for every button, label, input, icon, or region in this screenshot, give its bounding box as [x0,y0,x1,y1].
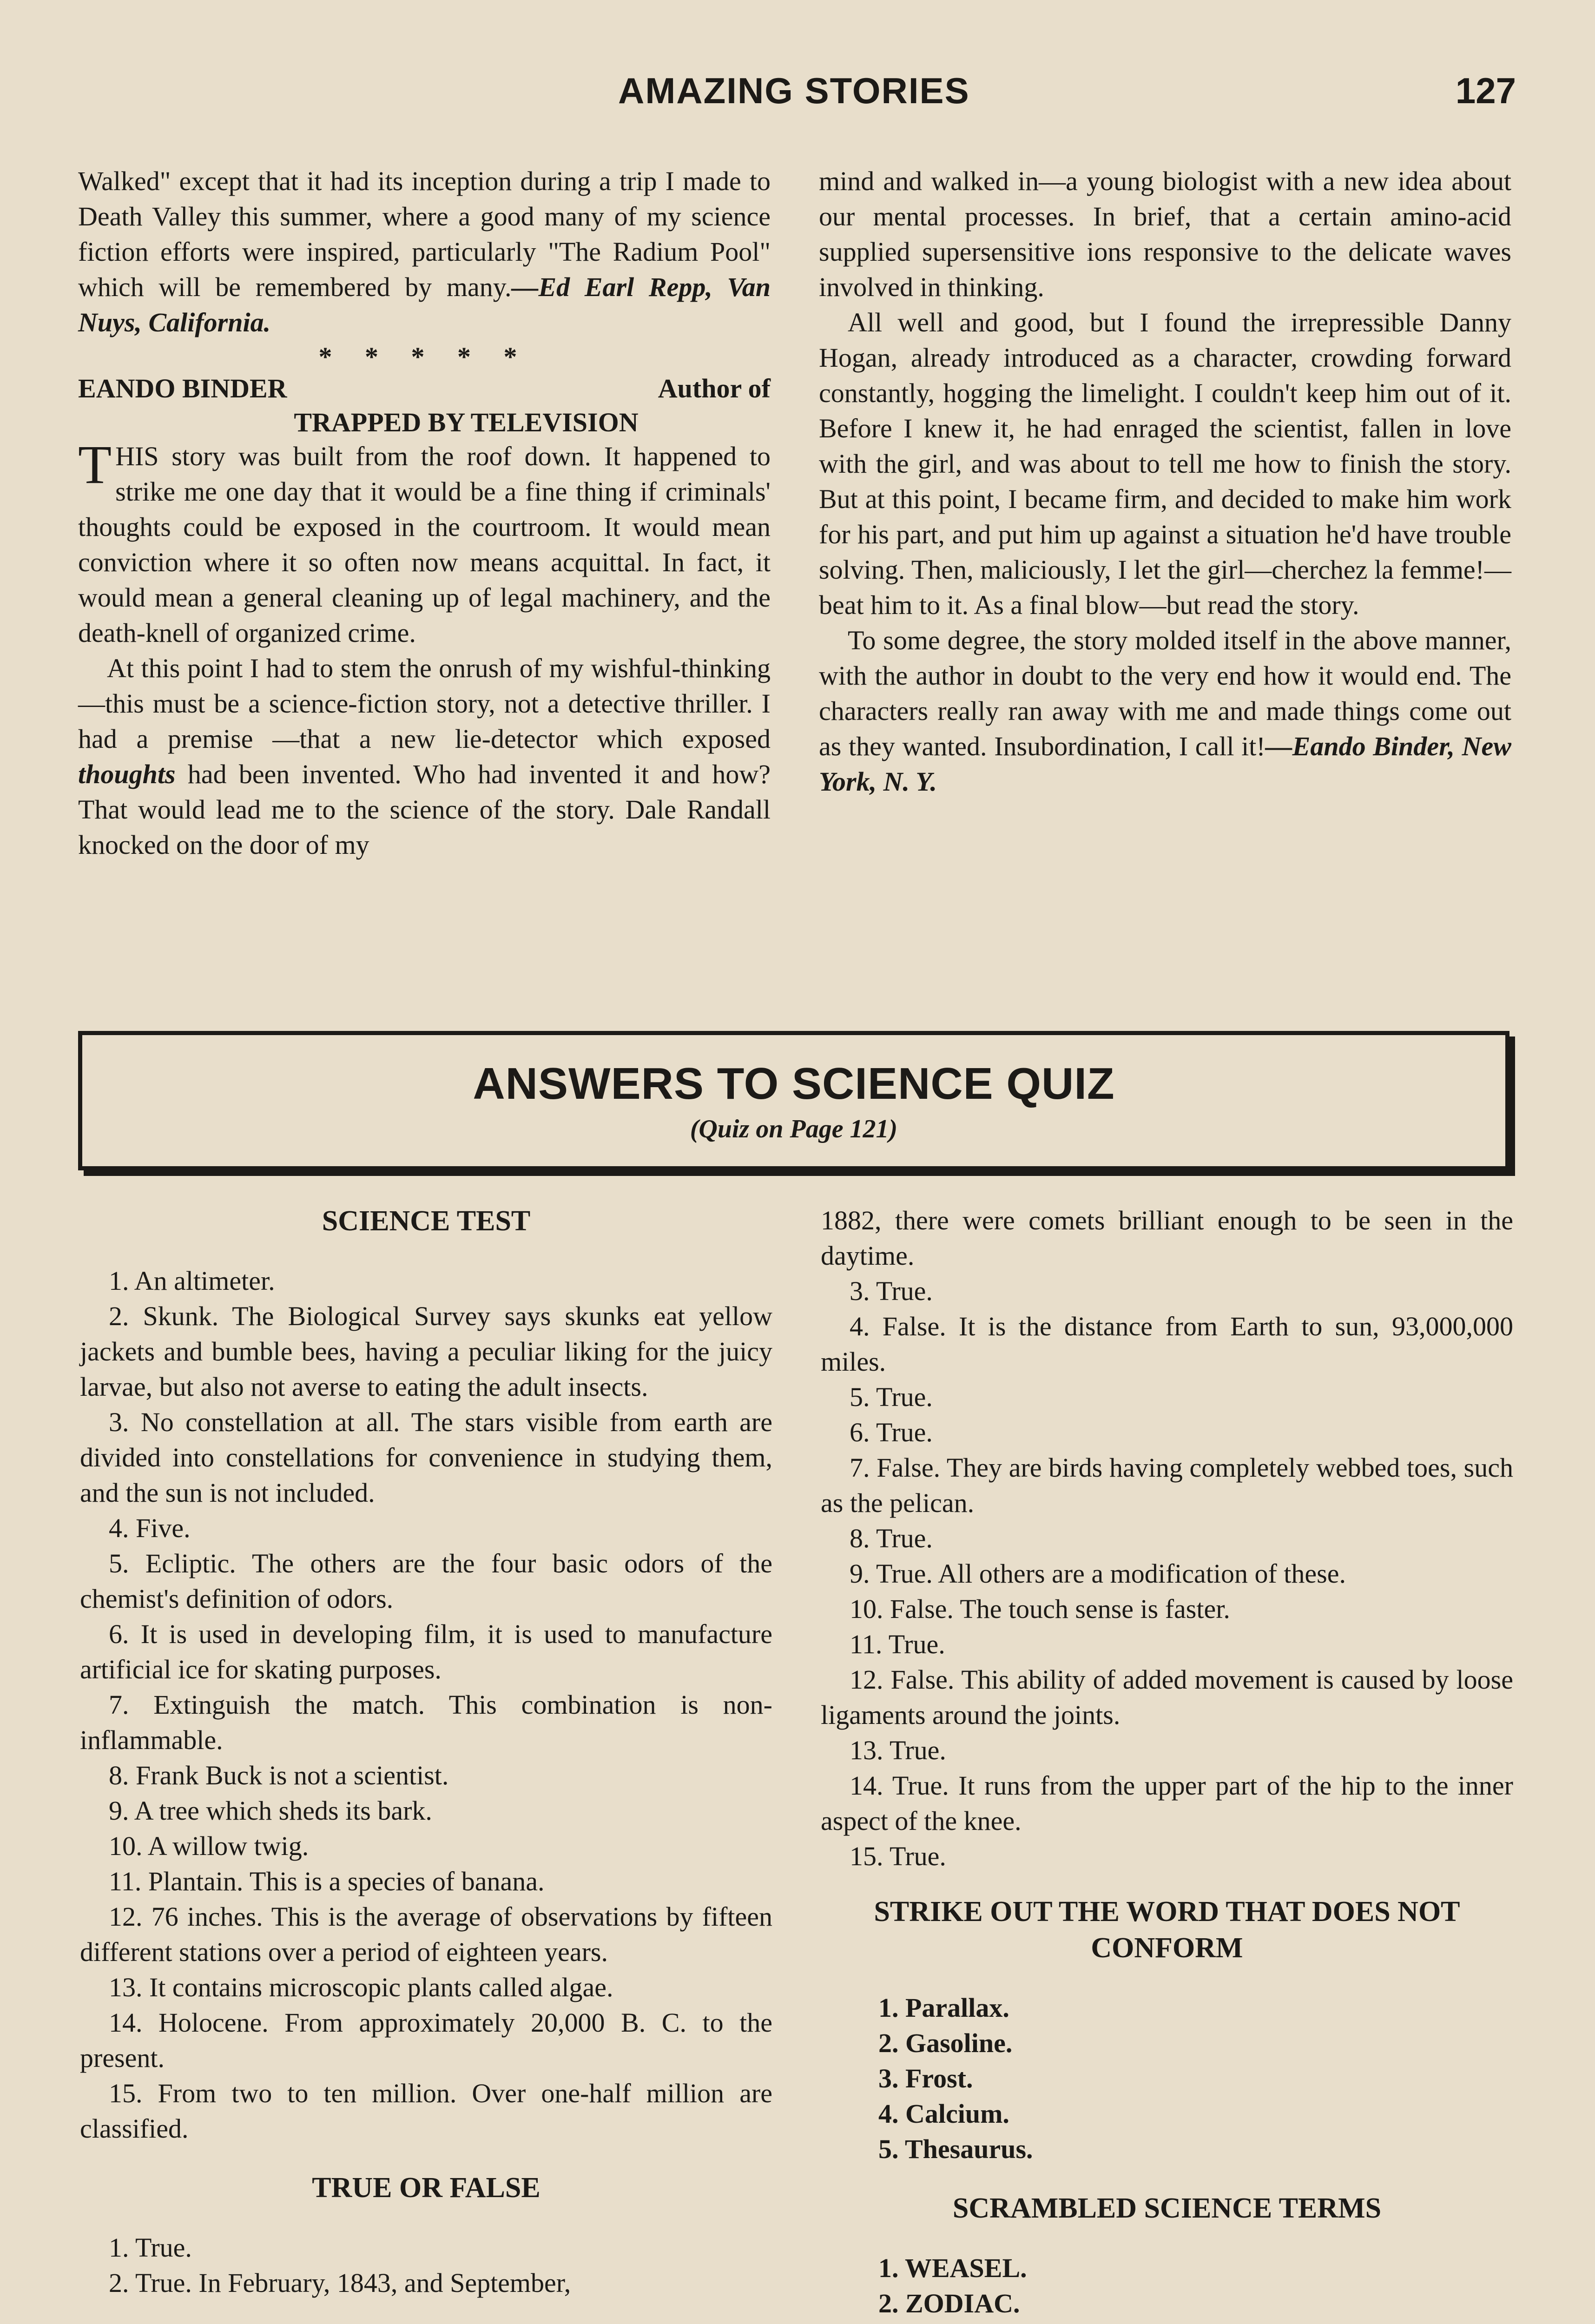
repp-text: Walked" except that it had its inception during a trip I made to Death Valley this summer, where a good many of my science fiction efforts were inspired, particularly "The Radium Pool" which will be remembered by many. [78,166,771,302]
author-of-label: Author of [658,373,771,403]
magazine-title: AMAZING STORIES [618,70,970,111]
science-answer: 9. A tree which sheds its bark. [109,1796,432,1826]
true-false-answer: 9. True. All others are a modification of these. [850,1558,1346,1589]
science-answer: 2. Skunk. The Biological Survey says skunks eat yellow jackets and bumble bees, having a peculiar liking for the juicy larvae, but also not averse to eating the adult insects. [80,1301,772,1402]
true-false-answer: 4. False. It is the distance from Earth to sun, 93,000,000 miles. [821,1311,1513,1377]
answers-right-column [821,1203,1513,2324]
true-false-answer: 1882, there were comets brilliant enough to be seen in the daytime. [821,1205,1513,1271]
story-title: TRAPPED BY TELEVISION [294,407,639,437]
true-false-answer: 2. True. In February, 1843, and September, [109,2268,571,2298]
scrambled-answer [821,2321,1513,2324]
true-false-answer: 3. True. [850,1276,933,1306]
science-answer: 15. From two to ten million. Over one-half million are classified. [80,2078,772,2144]
strike-out-heading: STRIKE OUT THE WORD THAT DOES NOT CONFORM [874,1896,1460,1964]
science-answer: 10. A willow twig. [109,1831,309,1861]
binder-paragraph-4: All well and good, but I found the irrepressible Danny Hogan, already introduced as a character, crowding forward constantly, hogging the limelight. I couldn't keep him out of it. Before I knew it, he had enraged the scientist, fallen in love with the girl, and was about to tell me how to finish the story. But at this point, I became firm, and decided to make him work for his part, and put him up against a situation he'd have trouble solving. Then, maliciously, I let the girl—cherchez la femme!—beat him to it. As a final blow—but read the story. [819,307,1511,620]
answers-left-column [80,1203,772,2301]
true-false-heading: TRUE OR FALSE [312,2172,540,2204]
science-answer: 6. It is used in developing film, it is used to manufacture artificial ice for skating purposes. [80,1619,772,1684]
scrambled-heading: SCRAMBLED SCIENCE TERMS [952,2192,1382,2224]
science-answer: 12. 76 inches. This is the average of observations by fifteen different stations over a period of eighteen years. [80,1901,772,1967]
scrambled-answer: 1. WEASEL. [878,2253,1027,2283]
scrambled-answer: 2. ZODIAC. [878,2288,1020,2318]
science-answer: 14. Holocene. From approximately 20,000 B. C. to the present. [80,2007,772,2073]
strike-out-answer: 3. Frost. [878,2063,973,2093]
science-answer: 5. Ecliptic. The others are the four basic odors of the chemist's definition of odors. [80,1548,772,1614]
strike-out-answer: 4. Calcium. [878,2099,1009,2129]
repp-signature: —Ed Earl Repp, Van Nuys, California. [78,272,771,337]
science-answer: 4. Five. [109,1513,191,1543]
science-answer: 3. No constellation at all. The stars visible from earth are divided into constellations for convenience in studying them, and the sun is not included. [80,1407,772,1508]
true-false-answer: 11. True. [850,1629,945,1659]
running-head [0,70,1595,121]
repp-letter [78,164,771,340]
science-answer: 11. Plantain. This is a species of banana. [109,1866,545,1896]
true-false-answer: 7. False. They are birds having completely webbed toes, such as the pelican. [821,1452,1513,1518]
true-false-answer: 15. True. [850,1841,946,1871]
science-answer: 13. It contains microscopic plants called algae. [109,1972,613,2002]
science-answer: 7. Extinguish the match. This combination is non-inflammable. [80,1690,772,1755]
science-answer: 1. An altimeter. [109,1266,275,1296]
page-number: 127 [1455,70,1516,111]
binder-paragraph-3: mind and walked in—a young biologist with a new idea about our mental processes. In brief, that a certain amino-acid supplied supersensitive ions responsive to the delicate waves involved in thinking. [819,166,1511,302]
quiz-title-box [78,1031,1509,1170]
binder-paragraph-1: THIS story was built from the roof down. It happened to strike me one day that it would be a fine thing if criminals' thoughts could be exposed in the courtroom. It would mean conviction where it so often now means acquittal. In fact, it would mean a general cleaning up of legal machinery, and the death-knell of organized crime. [78,434,771,648]
author-heading [78,371,771,406]
true-false-answer: 1. True. [109,2232,192,2263]
true-false-answer: 14. True. It runs from the upper part of the hip to the inner aspect of the knee. [821,1770,1513,1836]
science-test-heading: SCIENCE TEST [322,1205,531,1237]
true-false-answer: 10. False. The touch sense is faster. [850,1594,1230,1624]
strike-out-answer: 1. Parallax. [878,1993,1009,2023]
binder-p2-emphasis: thoughts [78,759,176,789]
author-name: EANDO BINDER [78,373,287,403]
true-false-answer: 6. True. [850,1417,933,1447]
binder-paragraph-5 [819,623,1511,799]
true-false-answer: 12. False. This ability of added movement is caused by loose ligaments around the joints. [821,1664,1513,1730]
top-left-column [78,164,771,863]
true-false-answer: 8. True. [850,1523,933,1553]
strike-out-answer: 5. Thesaurus. [878,2134,1033,2164]
true-false-answer: 13. True. [850,1735,946,1765]
binder-p2-b: had been invented. Who had invented it and how? That would lead me to the science of the story. Dale Randall knocked on the door of my [78,759,771,860]
science-answer: 8. Frank Buck is not a scientist. [109,1760,449,1790]
binder-paragraph-2 [78,651,771,863]
quiz-subtitle: (Quiz on Page 121) [690,1115,898,1143]
binder-p2-a: At this point I had to stem the onrush of my wishful-thinking—this must be a science-fiction story, not a detective thriller. I had a premise —that a new lie-detector which exposed [78,653,771,754]
section-divider: * * * * * [318,342,530,372]
binder-p5-text: To some degree, the story molded itself in the above manner, with the author in doubt to the very end how it would end. The characters really ran away with me and made things come out as they wanted. Insubordination, I call it! [819,625,1511,761]
top-right-column [819,164,1511,799]
true-false-answer: 5. True. [850,1382,933,1412]
quiz-title: ANSWERS TO SCIENCE QUIZ [473,1059,1115,1109]
binder-signature: —Eando Binder, New York, N. Y. [819,731,1511,797]
strike-out-answer: 2. Gasoline. [878,2028,1013,2058]
